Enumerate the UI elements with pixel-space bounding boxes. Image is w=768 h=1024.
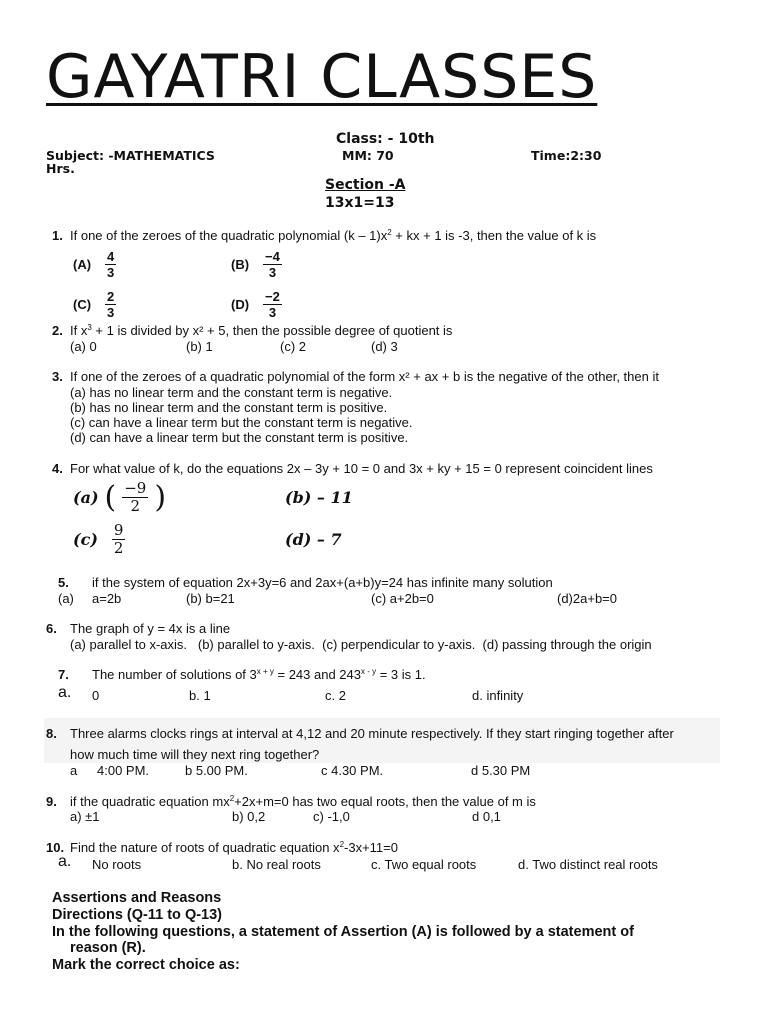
- q2-option-c: (c) 2: [280, 339, 306, 354]
- page-title: GAYATRI CLASSES: [46, 42, 598, 112]
- assertion-heading: Assertions and Reasons: [52, 890, 222, 906]
- question-5-number: 5.: [58, 575, 69, 590]
- q1-option-c: (C) 2 3: [73, 289, 115, 320]
- question-10-text: Find the nature of roots of quadratic equation $x^2-3x+11=0$: [70, 840, 398, 855]
- q5-option-b: (b) b=21: [186, 591, 235, 606]
- q2-option-d: (d) 3: [371, 339, 398, 354]
- q5-option-a: a=2b: [92, 591, 122, 606]
- q10-option-d: d. Two distinct real roots: [518, 857, 658, 872]
- q4-option-b: (b) – 11: [285, 488, 353, 507]
- assertion-instruction-line1: In the following questions, a statement of Assertion (A) is followed by a statement of: [52, 924, 634, 940]
- q8-option-b: b 5.00 PM.: [185, 763, 248, 778]
- q1-option-a: (A) 4 3: [73, 249, 115, 280]
- section-title: Section -A: [325, 177, 406, 193]
- assertion-directions: Directions (Q-11 to Q-13): [52, 907, 223, 923]
- q2-option-a: (a) 0: [70, 339, 97, 354]
- q5-option-d: (d)2a+b=0: [557, 591, 617, 606]
- question-2-text: If $x^3 + 1$ is divided by x² + 5, then the possible degree of quotient is: [70, 323, 453, 338]
- question-9-number: 9.: [46, 794, 57, 809]
- question-4-text: For what value of k, do the equations 2x – 3y + 10 = 0 and 3x + ky + 15 = 0 represent coincident lines: [70, 461, 653, 476]
- question-10-number: 10.: [46, 840, 65, 855]
- q10-option-a-label: a.: [58, 853, 72, 870]
- q3-option-d: (d) can have a linear term but the constant term is positive.: [70, 430, 409, 445]
- q5-option-c: (c) a+2b=0: [371, 591, 434, 606]
- q3-option-b: (b) has no linear term and the constant term is positive.: [70, 400, 388, 415]
- q1-option-d: (D) −2 3: [231, 289, 280, 320]
- q7-option-d: d. infinity: [472, 688, 524, 703]
- q8-option-a: 4:00 PM.: [97, 763, 150, 778]
- time-label: Time:2:30: [531, 148, 602, 163]
- subject-label: Subject: -MATHEMATICS: [46, 148, 215, 163]
- question-6-number: 6.: [46, 621, 57, 636]
- question-7-text: The number of solutions of $3^{x + y} = 243$ and $243^{x - y} = 3$ is 1.: [92, 667, 426, 682]
- q7-option-a: 0: [92, 688, 100, 703]
- q3-option-c: (c) can have a linear term but the constant term is negative.: [70, 415, 413, 430]
- question-2-number: 2.: [52, 323, 63, 338]
- assertion-instruction-line2: reason (R).: [70, 940, 146, 956]
- class-label: Class: - 10th: [336, 131, 435, 147]
- question-6-text: The graph of y = 4x is a line: [70, 621, 231, 636]
- q1-option-b: (B) −4 3: [231, 249, 280, 280]
- question-1-number: 1.: [52, 228, 63, 243]
- q10-option-a: No roots: [92, 857, 142, 872]
- q8-option-c: c 4.30 PM.: [321, 763, 384, 778]
- question-8-text-line1: Three alarms clocks rings at interval at 4,12 and 20 minute respectively. If they start ringing together after: [70, 726, 674, 741]
- time-hrs: Hrs.: [46, 161, 75, 176]
- q3-option-a: (a) has no linear term and the constant term is negative.: [70, 385, 393, 400]
- q7-option-a-label: a.: [58, 684, 72, 701]
- question-5-text: if the system of equation 2x+3y=6 and 2ax+(a+b)y=24 has infinite many solution: [92, 575, 553, 590]
- question-4-number: 4.: [52, 461, 63, 476]
- question-8-text-line2: how much time will they next ring together?: [70, 747, 320, 762]
- q9-option-b: b) 0,2: [232, 809, 266, 824]
- q4-option-c: (c) 9 2: [73, 521, 124, 557]
- q6-options: (a) parallel to x-axis. (b) parallel to y-axis. (c) perpendicular to y-axis. (d) passing through the origin: [70, 637, 652, 652]
- q7-option-c: c. 2: [325, 688, 346, 703]
- question-3-text: If one of the zeroes of a quadratic polynomial of the form x² + ax + b is the negative of the other, then it: [70, 369, 659, 384]
- q4-option-a: (a) ( −9 2 ): [73, 479, 167, 515]
- question-8-number: 8.: [46, 726, 57, 741]
- q2-option-b: (b) 1: [186, 339, 213, 354]
- q8-option-d: d 5.30 PM: [471, 763, 531, 778]
- q9-option-d: d 0,1: [472, 809, 501, 824]
- q5-option-a-label: (a): [58, 591, 74, 606]
- section-marks: 13x1=13: [325, 195, 395, 211]
- max-marks: MM: 70: [342, 148, 394, 163]
- q9-option-c: c) -1,0: [313, 809, 350, 824]
- question-1-text: If one of the zeroes of the quadratic polynomial $(k - 1)x^2$ + kx + 1 is -3, then the value of k is: [70, 228, 597, 243]
- question-9-text: if the quadratic equation $mx^2+2x+m=0$ has two equal roots, then the value of m is: [70, 794, 536, 809]
- q7-option-b: b. 1: [189, 688, 211, 703]
- q10-option-b: b. No real roots: [232, 857, 321, 872]
- question-7-number: 7.: [58, 667, 69, 682]
- q4-option-d: (d) – 7: [285, 530, 342, 549]
- q10-option-c: c. Two equal roots: [371, 857, 477, 872]
- q8-option-a-label: a: [70, 763, 78, 778]
- question-3-number: 3.: [52, 369, 63, 384]
- q9-option-a: a) ±1: [70, 809, 100, 824]
- assertion-instruction-line3: Mark the correct choice as:: [52, 957, 240, 973]
